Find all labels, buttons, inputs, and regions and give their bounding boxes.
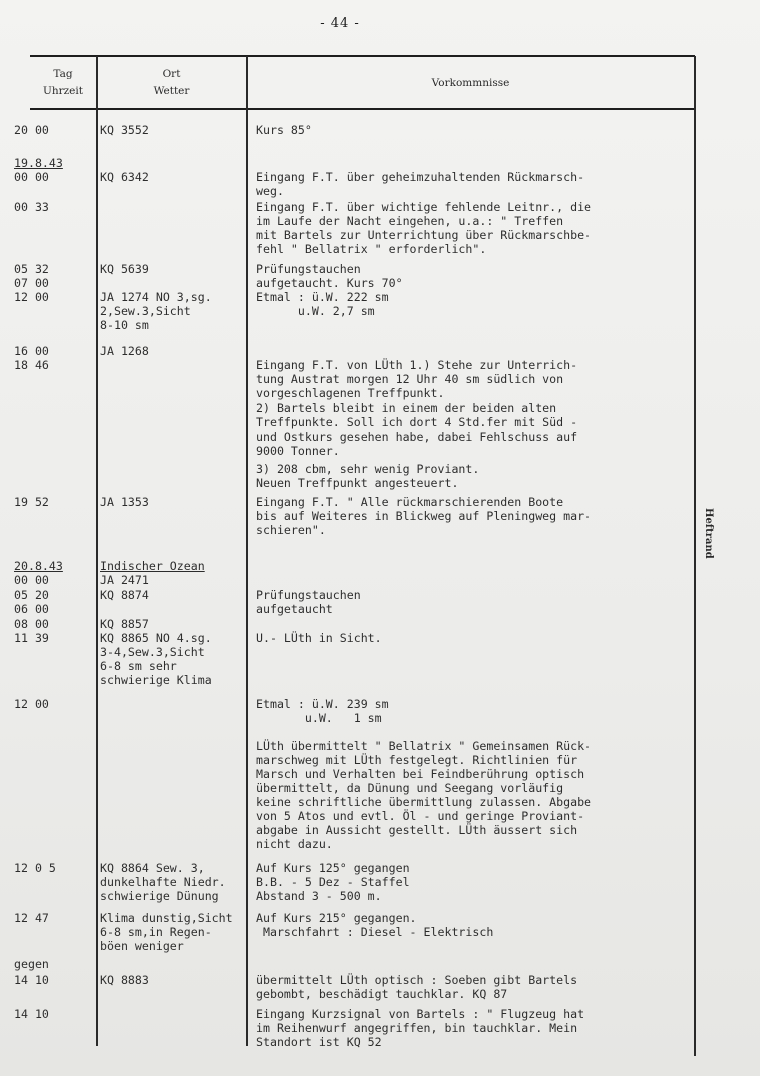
entry-place-weather: JA 1274 NO 3,sg. [100, 290, 212, 304]
entry-time: 05 20 [14, 588, 49, 602]
entry-time: 12 0 5 [14, 861, 56, 875]
entry-event: gebombt, beschädigt tauchklar. KQ 87 [256, 987, 508, 1001]
entry-event: 2) Bartels bleibt in einem der beiden alten [256, 401, 557, 415]
margin-note-heftrand: Heftrand [703, 508, 714, 559]
entry-place-weather: dunkelhafte Niedr. [100, 875, 226, 889]
entry-place-weather: KQ 3552 [100, 123, 149, 137]
entry-event: fehl " Bellatrix " erforderlich". [256, 242, 487, 256]
entry-place-weather: 2,Sew.3,Sicht [100, 304, 191, 318]
column-divider-2 [246, 56, 248, 1046]
entry-event: Eingang Kurzsignal von Bartels : " Flugzeug hat [256, 1007, 585, 1021]
entry-event: B.B. - 5 Dez - Staffel [256, 875, 410, 889]
entry-place-weather: 8-10 sm [100, 318, 149, 332]
entry-event: Eingang F.T. " Alle rückmarschierenden Boote [256, 495, 564, 509]
header-ort: Ort [162, 68, 181, 80]
entry-time: 00 00 [14, 170, 49, 184]
right-border [694, 56, 696, 1056]
entry-time: 19 52 [14, 495, 49, 509]
entry-event: marschweg mit LÜth festgelegt. Richtlinien für [256, 753, 578, 767]
entry-time: 19.8.43 [14, 156, 63, 170]
entry-time: 18 46 [14, 358, 49, 372]
entry-event: Eingang F.T. über geheimzuhaltenden Rückmarsch- [256, 170, 585, 184]
entry-time: 00 33 [14, 200, 49, 214]
header-ort-wetter [97, 66, 246, 100]
page-number: - 44 - [320, 16, 360, 31]
entry-event: Prüfungstauchen [256, 588, 361, 602]
entry-event: mit Bartels zur Unterrichtung über Rückmarschbe- [256, 228, 592, 242]
entry-place-weather: KQ 8865 NO 4.sg. [100, 631, 212, 645]
entry-event: 3) 208 cbm, sehr wenig Proviant. [256, 462, 480, 476]
entry-event: Marschfahrt : Diesel - Elektrisch [256, 925, 494, 939]
entry-event: Eingang F.T. von LÜth 1.) Stehe zur Unterrich- [256, 358, 578, 372]
entry-place-weather: schwierige Dünung [100, 889, 219, 903]
entry-time: 20 00 [14, 123, 49, 137]
entry-place-weather: KQ 6342 [100, 170, 149, 184]
entry-event: abgabe in Aussicht gestellt. LÜth äussert sich [256, 823, 578, 837]
entry-event: Etmal : ü.W. 222 sm [256, 290, 389, 304]
entry-event: bis auf Weiteres in Blickweg auf Pleningweg mar- [256, 509, 592, 523]
header-wetter: Wetter [153, 85, 190, 97]
entry-event: LÜth übermittelt " Bellatrix " Gemeinsamen Rück- [256, 739, 592, 753]
entry-event: vorgeschlagenen Treffpunkt. [256, 386, 445, 400]
entry-event: weg. [256, 184, 284, 198]
entry-event: Etmal : ü.W. 239 sm [256, 697, 389, 711]
entry-event: u.W. 1 sm [256, 711, 382, 725]
column-divider-1 [96, 56, 98, 1046]
entry-event: Standort ist KQ 52 [256, 1035, 382, 1049]
entry-place-weather: KQ 8883 [100, 973, 149, 987]
entry-place-weather: JA 1353 [100, 495, 149, 509]
entry-event: Neuen Treffpunkt angesteuert. [256, 476, 459, 490]
entry-place-weather: Indischer Ozean [100, 559, 205, 573]
entry-place-weather: 3-4,Sew.3,Sicht [100, 645, 205, 659]
entry-event: Auf Kurs 215° gegangen. [256, 911, 417, 925]
header-vorkommnisse: Vorkommnisse [431, 77, 510, 89]
entry-event: von 5 Atos und evtl. Öl - und geringe Proviant- [256, 809, 585, 823]
entry-event: schieren". [256, 523, 326, 537]
entry-event: im Reihenwurf angegriffen, bin tauchklar. Mein [256, 1021, 578, 1035]
entry-event: und Ostkurs gesehen habe, dabei Fehlschuss auf [256, 430, 578, 444]
entry-time: 14 10 [14, 1007, 49, 1021]
entry-event: Prüfungstauchen [256, 262, 361, 276]
header-tag-uhrzeit [30, 66, 96, 100]
entry-event: Kurs 85° [256, 123, 312, 137]
entry-event: im Laufe der Nacht eingehen, u.a.: " Treffen [256, 214, 564, 228]
entry-time: 11 39 [14, 631, 49, 645]
entry-time: 12 00 [14, 697, 49, 711]
entry-event: aufgetaucht [256, 602, 333, 616]
entry-place-weather: JA 2471 [100, 573, 149, 587]
entry-event: Abstand 3 - 500 m. [256, 889, 382, 903]
entry-place-weather: schwierige Klima [100, 673, 212, 687]
entry-place-weather: 6-8 sm,in Regen- [100, 925, 212, 939]
entry-place-weather: Klima dunstig,Sicht [100, 911, 233, 925]
entry-event: übermittelt, da Dünung und Seegang vorläufig [256, 781, 564, 795]
entry-place-weather: KQ 8864 Sew. 3, [100, 861, 205, 875]
entry-place-weather: KQ 8874 [100, 588, 149, 602]
entry-event: Marsch und Verhalten bei Feindberührung optisch [256, 767, 585, 781]
entry-time: 05 32 [14, 262, 49, 276]
entry-time: 06 00 [14, 602, 49, 616]
entry-event: u.W. 2,7 sm [256, 304, 375, 318]
entry-event: tung Austrat morgen 12 Uhr 40 sm südlich von [256, 372, 564, 386]
entry-event: keine schriftliche übermittlung zulassen. Abgabe [256, 795, 592, 809]
entry-time: 16 00 [14, 344, 49, 358]
entry-time: 07 00 [14, 276, 49, 290]
entry-event: Auf Kurs 125° gegangen [256, 861, 410, 875]
entry-place-weather: 6-8 sm sehr [100, 659, 177, 673]
entry-event: U.- LÜth in Sicht. [256, 631, 382, 645]
entry-event: Treffpunkte. Soll ich dort 4 Std.fer mit Süd - [256, 415, 578, 429]
entry-event: aufgetaucht. Kurs 70° [256, 276, 403, 290]
entry-time: gegen [14, 957, 49, 971]
entry-time: 12 00 [14, 290, 49, 304]
entry-time: 14 10 [14, 973, 49, 987]
entry-event: nicht dazu. [256, 837, 333, 851]
entry-place-weather: KQ 5639 [100, 262, 149, 276]
entry-time: 20.8.43 [14, 559, 63, 573]
header-uhrzeit: Uhrzeit [43, 85, 83, 97]
entry-place-weather: JA 1268 [100, 344, 149, 358]
entry-time: 12 47 [14, 911, 49, 925]
entry-time: 08 00 [14, 617, 49, 631]
entry-place-weather: KQ 8857 [100, 617, 149, 631]
entry-time: 00 00 [14, 573, 49, 587]
entry-event: Eingang F.T. über wichtige fehlende Leitnr., die [256, 200, 592, 214]
table-top-rule [30, 55, 695, 57]
entry-event: übermittelt LÜth optisch : Soeben gibt Bartels [256, 973, 578, 987]
header-tag: Tag [53, 68, 73, 80]
header-bottom-rule [30, 108, 695, 110]
entry-event: 9000 Tonner. [256, 444, 340, 458]
entry-place-weather: böen weniger [100, 939, 184, 953]
